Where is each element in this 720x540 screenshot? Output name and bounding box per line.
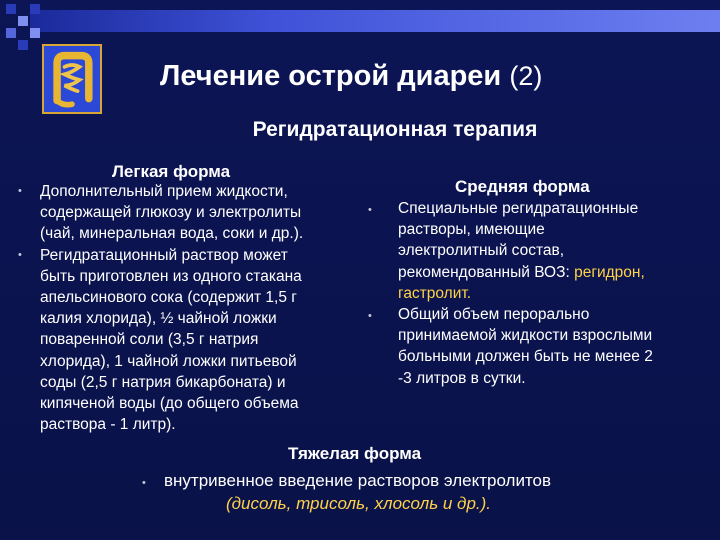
drug-name-highlight: регидрон,: [574, 263, 645, 281]
corner-square: [18, 40, 28, 50]
list-item: [18, 245, 370, 436]
text-line: содержащей глюкозу и электролиты: [40, 204, 302, 222]
drug-name-highlight: гастролит.: [398, 284, 472, 302]
text-fragment: рекомендованный ВОЗ:: [398, 263, 575, 281]
text-line: Регидратационный раствор может: [40, 246, 288, 264]
slide-subtitle: Регидратационная терапия: [252, 118, 538, 141]
mild-form-list: [18, 181, 370, 435]
intestines-icon: [42, 44, 102, 114]
corner-square: [6, 4, 16, 14]
severe-form-heading: Тяжелая форма: [288, 444, 422, 463]
title-number: (2): [509, 61, 543, 91]
corner-square: [18, 16, 28, 26]
severe-form-item: [142, 469, 664, 515]
text-line: поваренной соли (3,5 г натрия: [40, 331, 259, 349]
slide-title: [160, 60, 680, 93]
corner-square: [30, 28, 40, 38]
moderate-form-heading: Средняя форма: [455, 177, 590, 196]
moderate-form-list: [368, 198, 708, 389]
bullet-icon: •: [142, 477, 146, 489]
text-line: Общий объем перорально: [398, 306, 590, 324]
bullet-icon: •: [18, 248, 22, 261]
text-line: раствора - 1 литр).: [40, 416, 176, 434]
text-line: быть приготовлен из одного стакана: [40, 267, 302, 285]
solutions-highlight: (дисоль, трисоль, хлосоль и др.).: [226, 494, 492, 513]
text-line: растворы, имеющие: [398, 221, 545, 239]
title-text: Лечение острой диареи: [160, 60, 502, 92]
text-line: Специальные регидратационные: [398, 200, 639, 217]
text-line: калия хлорида), ½ чайной ложки: [40, 310, 277, 328]
text-line: больными должен быть не менее 2: [398, 348, 653, 366]
text-line: хлорида), 1 чайной ложки питьевой: [40, 352, 297, 370]
text-line: Дополнительный прием жидкости,: [40, 183, 288, 200]
text-line: электролитный состав,: [398, 242, 565, 260]
corner-squares: [6, 4, 46, 54]
bullet-icon: •: [368, 204, 372, 216]
text-line: принимаемой жидкости взрослыми: [398, 327, 653, 345]
text-line: кипяченой воды (до общего объема: [40, 395, 299, 413]
text-line: (чай, минеральная вода, соки и др.).: [40, 225, 304, 243]
list-item: [18, 181, 370, 245]
text-line: внутривенное введение растворов электролитов: [164, 471, 552, 490]
mild-form-heading: Легкая форма: [112, 162, 231, 181]
list-item: [368, 304, 708, 389]
bullet-icon: •: [368, 310, 372, 323]
intestines-illustration: [44, 46, 100, 112]
top-decorative-bar: [30, 10, 720, 32]
corner-square: [6, 28, 16, 38]
list-item: [368, 198, 708, 304]
text-line: апельсинового сока (содержит 1,5 г: [40, 289, 297, 307]
corner-square: [30, 4, 40, 14]
text-line: -3 литров в сутки.: [398, 369, 526, 387]
bullet-icon: •: [18, 185, 22, 197]
text-line: [398, 262, 708, 283]
text-line: соды (2,5 г натрия бикарбоната) и: [40, 373, 286, 391]
